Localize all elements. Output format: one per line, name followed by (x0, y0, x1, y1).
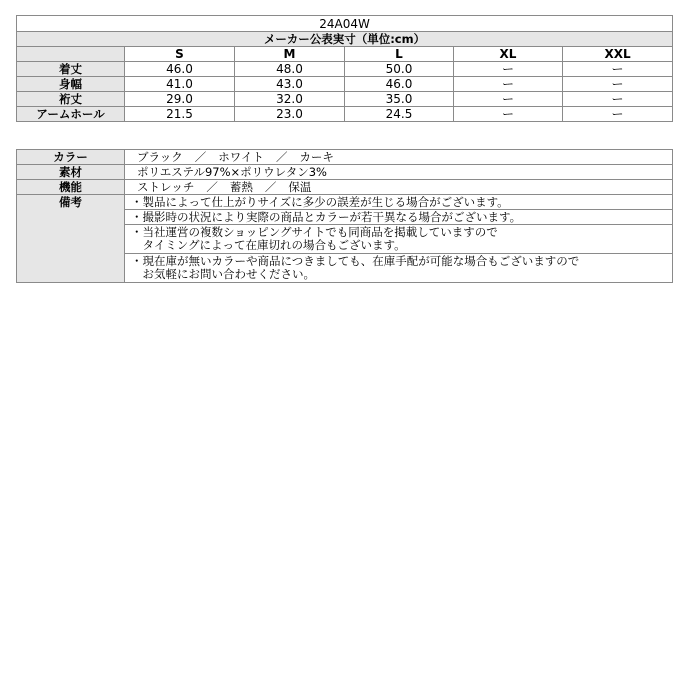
cell-value: 50.0 (345, 62, 454, 77)
size-header: XL (454, 47, 563, 62)
cell-value: ー (563, 107, 673, 122)
cell-value: 23.0 (235, 107, 345, 122)
size-header: S (125, 47, 235, 62)
note-item (125, 254, 673, 283)
cell-value: ー (563, 62, 673, 77)
note-item (125, 225, 673, 254)
table-row (17, 107, 673, 122)
cell-value: 32.0 (235, 92, 345, 107)
cell-value: ー (454, 62, 563, 77)
cell-value: 43.0 (235, 77, 345, 92)
unit-row (17, 32, 673, 47)
size-header-row (17, 47, 673, 62)
spec-label: 機能 (17, 180, 125, 195)
separator: ／ (194, 149, 207, 164)
note-line: お気軽にお問い合わせください。 (131, 267, 315, 281)
note-item (125, 195, 673, 210)
note-item (125, 210, 673, 225)
spec-row-notes (17, 195, 673, 210)
color-item: ブラック (137, 149, 183, 164)
spec-label: カラー (17, 150, 125, 165)
cell-value: ー (454, 92, 563, 107)
note-line: ・撮影時の状況により実際の商品とカラーが若干異なる場合がございます。 (131, 209, 522, 224)
model-row (17, 16, 673, 32)
function-item: 蓄熱 (229, 179, 253, 194)
note-line: ・現在庫が無いカラーや商品につきましても、在庫手配が可能な場合もございますので (131, 254, 580, 268)
table-row (17, 77, 673, 92)
size-header: M (235, 47, 345, 62)
material-value: ポリエステル97%×ポリウレタン3% (125, 165, 673, 180)
row-label: 裄丈 (17, 92, 125, 107)
table-row (17, 92, 673, 107)
spec-row-function (17, 180, 673, 195)
cell-value: ー (454, 77, 563, 92)
cell-value: ー (563, 77, 673, 92)
color-item: ホワイト (218, 149, 264, 164)
cell-value: 29.0 (125, 92, 235, 107)
function-item: ストレッチ (137, 179, 195, 194)
row-label: アームホール (17, 107, 125, 122)
cell-value: ー (454, 107, 563, 122)
color-item: カーキ (299, 149, 334, 164)
table-row (17, 62, 673, 77)
cell-value: 41.0 (125, 77, 235, 92)
spec-row-color (17, 150, 673, 165)
spec-row-material (17, 165, 673, 180)
cell-value: 35.0 (345, 92, 454, 107)
size-table (16, 15, 673, 122)
model-number: 24A04W (17, 16, 673, 32)
cell-value: ー (563, 92, 673, 107)
cell-value: 46.0 (345, 77, 454, 92)
note-line: ・製品によって仕上がりサイズに多少の誤差が生じる場合がございます。 (131, 194, 509, 209)
separator: ／ (275, 149, 288, 164)
row-label: 着丈 (17, 62, 125, 77)
note-line: タイミングによって在庫切れの場合もございます。 (131, 238, 406, 252)
note-line: ・当社運営の複数ショッピングサイトでも同商品を掲載していますので (131, 225, 498, 239)
size-header: XXL (563, 47, 673, 62)
separator: ／ (206, 179, 218, 194)
spec-table (16, 149, 673, 283)
cell-value: 46.0 (125, 62, 235, 77)
separator: ／ (264, 179, 277, 194)
color-list (125, 150, 673, 165)
function-item: 保温 (288, 179, 312, 194)
cell-value: 24.5 (345, 107, 454, 122)
function-list (125, 180, 673, 195)
row-label: 身幅 (17, 77, 125, 92)
spec-label: 備考 (17, 195, 125, 283)
cell-value: 48.0 (235, 62, 345, 77)
cell-value: 21.5 (125, 107, 235, 122)
size-header: L (345, 47, 454, 62)
unit-title: メーカー公表実寸（単位:cm） (17, 32, 673, 47)
header-corner (17, 47, 125, 62)
spec-label: 素材 (17, 165, 125, 180)
